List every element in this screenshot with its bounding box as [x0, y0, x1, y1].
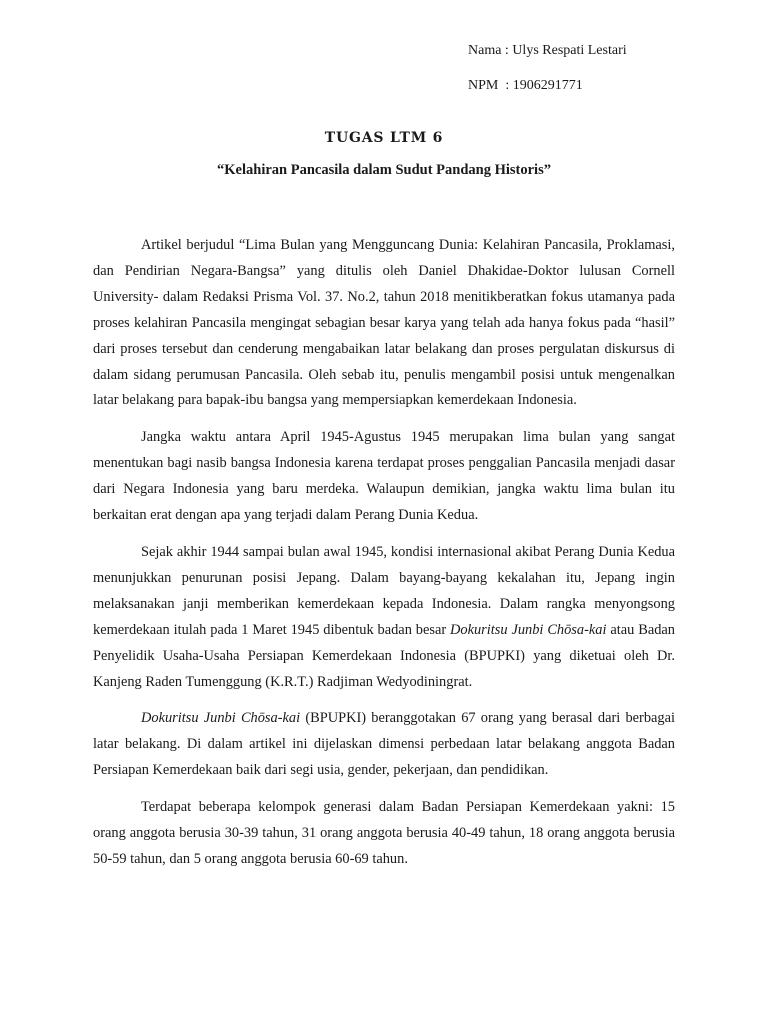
- essay-title: “Kelahiran Pancasila dalam Sudut Pandang Historis”: [217, 162, 551, 178]
- student-name: Nama : Ulys Respati Lestari: [468, 43, 627, 58]
- student-npm: NPM : 1906291771: [468, 78, 583, 93]
- paragraph-4-text: (BPUPKI) beranggotakan 67 orang yang berasal dari berbagai latar belakang. Di dalam artikel ini dijelaskan dimensi perbedaan latar belakang anggota Badan Persiapan Kemerdekaan baik dari segi usia, gender, pekerjaan, dan pendidikan.: [93, 710, 676, 779]
- assignment-title: TUGAS LTM 6: [324, 130, 444, 146]
- paragraph-3-text-a: Sejak akhir 1944 sampai bulan awal 1945, kondisi internasional akibat Perang Dunia Kedua menunjukkan penurunan posisi Jepang. Dalam bayang-bayang kekalahan itu, Jepang ingin melaksanakan janji memberikan kemerdekaan kepada Indonesia. Dalam rangka menyongsong kemerdekaan itulah pada 1 Maret 1945 dibentuk badan besar: [93, 543, 675, 638]
- paragraph-1: Artikel berjudul “Lima Bulan yang Mengguncang Dunia: Kelahiran Pancasila, Proklamasi, dan Pendirian Negara-Bangsa” yang ditulis oleh Daniel Dhakidae-Doktor lulusan Cornell University- dalam Redaksi Prisma Vol. 37. No.2, tahun 2018 menitikberatkan fokus utamanya pada proses kelahiran Pancasila mengingat sebagian besar karya yang telah ada hanya fokus pada “hasil” dari proses tersebut dan cenderung mengabaikan latar belakang dan proses pergulatan diskursus di dalam sidang perumusan Pancasila. Oleh sebab itu, penulis mengambil posisi untuk mengenalkan latar belakang para bapak-ibu bangsa yang mempersiapkan kemerdekaan Indonesia.: [93, 237, 675, 409]
- essay-body: [93, 233, 675, 884]
- paragraph-5: Terdapat beberapa kelompok generasi dalam Badan Persiapan Kemerdekaan yakni: 15 orang anggota berusia 30-39 tahun, 31 orang anggota berusia 40-49 tahun, 18 orang anggota berusia 50-59 tahun, dan 5 orang anggota berusia 60-69 tahun.: [93, 799, 675, 867]
- paragraph-3-text-b: atau Badan Penyelidik Usaha-Usaha Persiapan Kemerdekaan Indonesia (BPUPKI) yang diketuai oleh Dr. Kanjeng Raden Tumenggung (K.R.T.) Radjiman Wedyodiningrat.: [93, 621, 675, 690]
- japanese-term: Dokuritsu Junbi Chōsa-kai: [141, 710, 301, 727]
- japanese-term: Dokuritsu Junbi Chōsa-kai: [450, 621, 607, 638]
- paragraph-4: [93, 706, 675, 784]
- paragraph-2: Jangka waktu antara April 1945-Agustus 1945 merupakan lima bulan yang sangat menentukan bagi nasib bangsa Indonesia karena terdapat proses penggalian Pancasila menjadi dasar dari Negara Indonesia yang baru merdeka. Walaupun demikian, jangka waktu lima bulan itu berkaitan erat dengan apa yang terjadi dalam Perang Dunia Kedua.: [93, 429, 675, 524]
- paragraph-3: [93, 540, 675, 695]
